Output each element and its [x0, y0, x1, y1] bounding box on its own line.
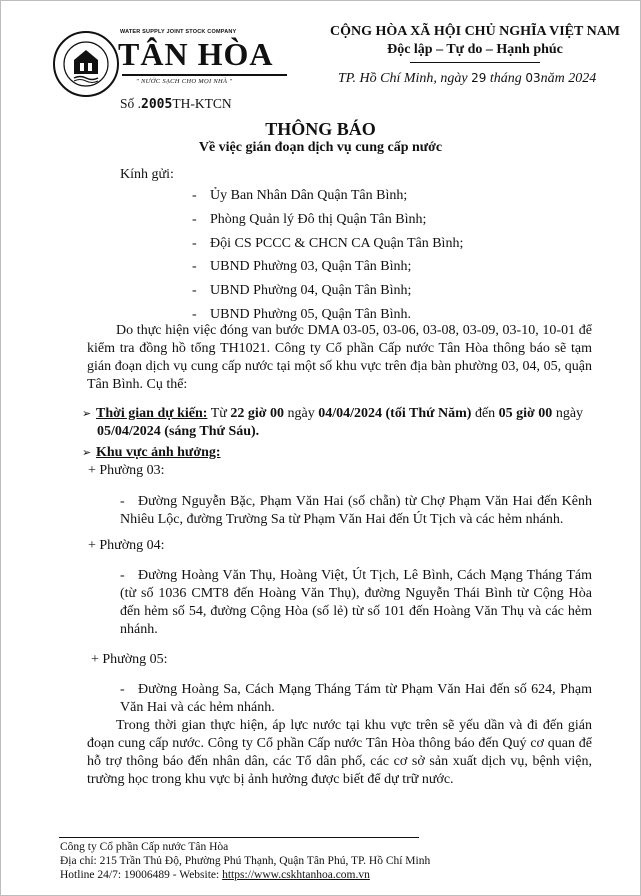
affected-label: Khu vực ảnh hưởng:: [96, 445, 221, 460]
company-seal-icon: [52, 30, 120, 98]
arrow-bullet-icon: ➢: [82, 446, 92, 459]
logo-tagline: WATER SUPPLY JOINT STOCK COMPANY: [120, 29, 237, 35]
footer-divider: [59, 837, 419, 838]
date-year: năm 2024: [540, 71, 597, 86]
date-prefix: TP. Hồ Chí Minh, ngày: [338, 71, 468, 86]
ward-04-detail: - Đường Hoàng Văn Thụ, Hoàng Việt, Út Tịch, Lê Bình, Cách Mạng Tháng Tám (từ số 1036 CMT8 đến Hoàng Văn Thụ), đường Nguyễn Thái Bình từ Cộng Hòa đến hẻm số 54, đường Cộng Hòa (số lẻ) từ số 101 đến Hoàng Văn Thụ và các hẻm nhánh.: [120, 568, 592, 637]
company-logo: [52, 28, 292, 98]
end-time: 05 giờ 00: [498, 406, 553, 421]
date-day: 29: [471, 71, 487, 85]
recipient-list: [192, 187, 463, 330]
national-motto: Độc lập – Tự do – Hạnh phúc: [387, 42, 563, 57]
nation-heading: CỘNG HÒA XÃ HỘI CHỦ NGHĨA VIỆT NAM: [330, 24, 621, 39]
closing-paragraph: Trong thời gian thực hiện, áp lực nước tại khu vực trên sẽ yếu dần và đi đến gián đoạn cung cấp nước. Công ty Cổ phần Cấp nước Tân Hòa thông báo đến Quý cơ quan để hỗ trợ thông báo đến nhân dân, các Tổ dân phố, các cơ sở sản xuất dịch vụ, bệnh viện, trường học trong khu vực bị ảnh hưởng được biết để dự trữ nước.: [87, 718, 592, 787]
logo-name: TÂN HÒA: [118, 36, 274, 72]
website-link[interactable]: https://www.cskhtanhoa.com.vn: [222, 869, 370, 881]
recipient-item: - UBND Phường 04, Quận Tân Bình;: [192, 283, 412, 299]
motto-underline: [410, 62, 540, 63]
date-month-label: tháng: [489, 71, 522, 86]
logo-slogan: " NƯỚC SẠCH CHO MỌI NHÀ ": [136, 78, 233, 85]
start-date: 04/04/2024 (tối Thứ Năm): [318, 406, 472, 421]
ward-05-label: + Phường 05:: [91, 652, 168, 667]
recipient-item: - Phòng Quản lý Đô thị Quận Tân Bình;: [192, 211, 427, 227]
ward-03-label: + Phường 03:: [88, 463, 165, 478]
footer-contact: [60, 868, 370, 882]
schedule-label: Thời gian dự kiến:: [96, 406, 208, 421]
arrow-bullet-icon: ➢: [82, 407, 92, 420]
intro-paragraph: Do thực hiện việc đóng van bước DMA 03-05, 03-06, 03-08, 03-09, 03-10, 10-01 để kiểm tra đồng hồ tổng TH1021. Công ty Cổ phần Cấp nước Tân Hòa thông báo sẽ tạm gián đoạn dịch vụ cung cấp nước tại một số khu vực trên địa bàn phường 03, 04, 05, quận Tân Bình. Cụ thể:: [87, 323, 592, 392]
footer-hotline: Hotline 24/7: 19006489 - Website:: [60, 869, 223, 881]
document-date: [338, 71, 596, 87]
date-month: 03: [525, 71, 541, 85]
ward-04-label: + Phường 04:: [88, 538, 165, 553]
recipient-item: - UBND Phường 05, Quận Tân Bình.: [192, 306, 412, 322]
recipient-item: - Đội CS PCCC & CHCN CA Quận Tân Bình;: [192, 235, 464, 251]
number-value: 2005: [141, 97, 173, 112]
recipient-item: - Ủy Ban Nhân Dân Quận Tân Bình;: [192, 188, 408, 203]
end-date: 05/04/2024 (sáng Thứ Sáu).: [97, 424, 260, 439]
notice-title: THÔNG BÁO: [265, 119, 376, 139]
number-prefix: Số .: [120, 96, 142, 111]
number-suffix: TH-KTCN: [172, 96, 232, 111]
ward-03-detail: - Đường Nguyễn Bặc, Phạm Văn Hai (số chẵn) từ Chợ Phạm Văn Hai đến Kênh Nhiêu Lộc, đường Trường Sa từ Phạm Văn Hai đến Út Tịch và các hẻm nhánh.: [120, 494, 592, 527]
notice-subject: Về việc gián đoạn dịch vụ cung cấp nước: [198, 140, 443, 155]
recipient-item: - UBND Phường 03, Quận Tân Bình;: [192, 259, 412, 275]
schedule-line: ➢ Thời gian dự kiến: Từ 22 giờ 00 ngày 04/04/2024 (tối Thứ Năm) đến 05 giờ 00 ngày: [82, 406, 584, 421]
ward-05-detail: - Đường Hoàng Sa, Cách Mạng Tháng Tám từ Phạm Văn Hai đến số 624, Phạm Văn Hai và các hẻm nhánh.: [120, 682, 592, 715]
start-time: 22 giờ 00: [230, 406, 285, 421]
salutation: Kính gửi:: [120, 167, 174, 182]
affected-area-heading: [82, 445, 221, 461]
footer-address: Địa chỉ: 215 Trần Thủ Độ, Phường Phú Thạnh, Quận Tân Phú, TP. Hồ Chí Minh: [60, 855, 431, 867]
document-number: [120, 96, 232, 112]
footer-company: Công ty Cổ phần Cấp nước Tân Hòa: [60, 841, 229, 853]
logo-divider: [122, 74, 287, 76]
